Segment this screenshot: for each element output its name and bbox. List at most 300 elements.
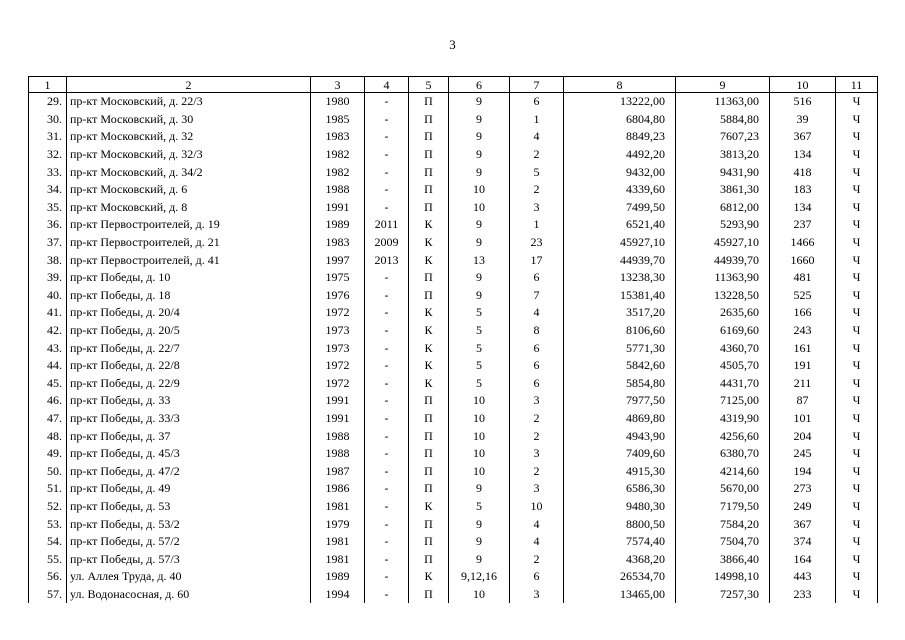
cell-entrances: 23 — [510, 234, 564, 252]
cell-total-area: 44939,70 — [564, 251, 676, 269]
cell-entrances: 3 — [510, 392, 564, 410]
table-row — [29, 216, 878, 234]
cell-category: Ч — [836, 287, 878, 305]
cell-address: пр-кт Победы, д. 49 — [67, 480, 311, 498]
cell-total-area: 13222,00 — [564, 93, 676, 111]
table-row — [29, 498, 878, 516]
cell-address: пр-кт Первостроителей, д. 21 — [67, 234, 311, 252]
cell-floors: 9,12,16 — [449, 568, 510, 586]
cell-total-area: 9480,30 — [564, 498, 676, 516]
cell-year-built: 1988 — [311, 445, 365, 463]
cell-year-built: 1981 — [311, 498, 365, 516]
cell-row-number: 55. — [29, 550, 67, 568]
cell-living-area: 3813,20 — [676, 146, 770, 164]
cell-living-area: 4319,90 — [676, 410, 770, 428]
cell-entrances: 8 — [510, 322, 564, 340]
cell-entrances: 6 — [510, 93, 564, 111]
cell-entrances: 2 — [510, 427, 564, 445]
cell-total-area: 4339,60 — [564, 181, 676, 199]
cell-wall-material: П — [409, 445, 449, 463]
cell-category: Ч — [836, 111, 878, 129]
cell-wall-material: К — [409, 568, 449, 586]
cell-total-area: 4943,90 — [564, 427, 676, 445]
cell-address: пр-кт Победы, д. 20/4 — [67, 304, 311, 322]
cell-year-renovated: - — [365, 146, 409, 164]
table-row — [29, 199, 878, 217]
cell-category: Ч — [836, 392, 878, 410]
cell-floors: 9 — [449, 216, 510, 234]
cell-year-built: 1975 — [311, 269, 365, 287]
cell-entrances: 6 — [510, 375, 564, 393]
cell-living-area: 2635,60 — [676, 304, 770, 322]
cell-wall-material: П — [409, 199, 449, 217]
table-row — [29, 533, 878, 551]
cell-total-area: 8849,23 — [564, 128, 676, 146]
cell-year-built: 1981 — [311, 533, 365, 551]
cell-row-number: 57. — [29, 586, 67, 604]
cell-floors: 9 — [449, 269, 510, 287]
cell-floors: 9 — [449, 515, 510, 533]
cell-wall-material: П — [409, 480, 449, 498]
cell-living-area: 6812,00 — [676, 199, 770, 217]
cell-living-area: 14998,10 — [676, 568, 770, 586]
cell-residents: 87 — [770, 392, 836, 410]
cell-category: Ч — [836, 375, 878, 393]
cell-category: Ч — [836, 427, 878, 445]
cell-year-built: 1989 — [311, 216, 365, 234]
cell-residents: 481 — [770, 269, 836, 287]
cell-entrances: 3 — [510, 586, 564, 604]
cell-entrances: 6 — [510, 357, 564, 375]
cell-row-number: 39. — [29, 269, 67, 287]
cell-address: пр-кт Московский, д. 34/2 — [67, 163, 311, 181]
table-row — [29, 568, 878, 586]
table-row — [29, 462, 878, 480]
cell-total-area: 9432,00 — [564, 163, 676, 181]
cell-total-area: 13238,30 — [564, 269, 676, 287]
cell-row-number: 34. — [29, 181, 67, 199]
cell-floors: 10 — [449, 445, 510, 463]
cell-year-renovated: - — [365, 515, 409, 533]
cell-entrances: 4 — [510, 304, 564, 322]
cell-row-number: 49. — [29, 445, 67, 463]
cell-living-area: 4431,70 — [676, 375, 770, 393]
cell-category: Ч — [836, 234, 878, 252]
cell-wall-material: К — [409, 498, 449, 516]
cell-total-area: 6521,40 — [564, 216, 676, 234]
cell-category: Ч — [836, 251, 878, 269]
cell-address: ул. Водонасосная, д. 60 — [67, 586, 311, 604]
cell-row-number: 51. — [29, 480, 67, 498]
cell-wall-material: П — [409, 111, 449, 129]
cell-living-area: 4256,60 — [676, 427, 770, 445]
column-header: 9 — [676, 77, 770, 93]
cell-year-renovated: - — [365, 568, 409, 586]
cell-year-built: 1972 — [311, 375, 365, 393]
cell-residents: 1466 — [770, 234, 836, 252]
cell-residents: 233 — [770, 586, 836, 604]
cell-address: пр-кт Победы, д. 53 — [67, 498, 311, 516]
table-row — [29, 111, 878, 129]
cell-row-number: 33. — [29, 163, 67, 181]
cell-category: Ч — [836, 462, 878, 480]
cell-year-renovated: - — [365, 445, 409, 463]
cell-row-number: 29. — [29, 93, 67, 111]
cell-category: Ч — [836, 216, 878, 234]
cell-entrances: 5 — [510, 163, 564, 181]
cell-row-number: 53. — [29, 515, 67, 533]
cell-entrances: 2 — [510, 181, 564, 199]
cell-wall-material: П — [409, 269, 449, 287]
cell-residents: 194 — [770, 462, 836, 480]
cell-address: пр-кт Победы, д. 10 — [67, 269, 311, 287]
column-header: 2 — [67, 77, 311, 93]
cell-wall-material: П — [409, 146, 449, 164]
cell-entrances: 3 — [510, 199, 564, 217]
cell-year-renovated: - — [365, 480, 409, 498]
cell-floors: 10 — [449, 586, 510, 604]
cell-living-area: 5293,90 — [676, 216, 770, 234]
cell-total-area: 5842,60 — [564, 357, 676, 375]
cell-residents: 1660 — [770, 251, 836, 269]
cell-floors: 9 — [449, 234, 510, 252]
cell-category: Ч — [836, 128, 878, 146]
cell-category: Ч — [836, 480, 878, 498]
cell-year-built: 1973 — [311, 339, 365, 357]
table-row — [29, 357, 878, 375]
cell-floors: 9 — [449, 128, 510, 146]
cell-living-area: 7607,23 — [676, 128, 770, 146]
cell-row-number: 40. — [29, 287, 67, 305]
cell-wall-material: П — [409, 427, 449, 445]
cell-living-area: 11363,00 — [676, 93, 770, 111]
cell-residents: 164 — [770, 550, 836, 568]
cell-floors: 13 — [449, 251, 510, 269]
cell-wall-material: П — [409, 462, 449, 480]
cell-floors: 9 — [449, 163, 510, 181]
cell-category: Ч — [836, 357, 878, 375]
cell-floors: 5 — [449, 498, 510, 516]
cell-wall-material: П — [409, 586, 449, 604]
housing-register-table — [28, 76, 878, 603]
cell-wall-material: К — [409, 357, 449, 375]
cell-category: Ч — [836, 304, 878, 322]
cell-category: Ч — [836, 181, 878, 199]
cell-year-renovated: - — [365, 304, 409, 322]
cell-year-renovated: - — [365, 498, 409, 516]
cell-residents: 516 — [770, 93, 836, 111]
column-header: 8 — [564, 77, 676, 93]
cell-living-area: 5670,00 — [676, 480, 770, 498]
table-row — [29, 375, 878, 393]
cell-residents: 191 — [770, 357, 836, 375]
cell-row-number: 30. — [29, 111, 67, 129]
column-header: 1 — [29, 77, 67, 93]
cell-year-built: 1976 — [311, 287, 365, 305]
cell-floors: 9 — [449, 533, 510, 551]
cell-residents: 367 — [770, 515, 836, 533]
column-header: 4 — [365, 77, 409, 93]
cell-total-area: 6804,80 — [564, 111, 676, 129]
cell-total-area: 45927,10 — [564, 234, 676, 252]
cell-category: Ч — [836, 322, 878, 340]
cell-year-renovated: - — [365, 462, 409, 480]
cell-row-number: 50. — [29, 462, 67, 480]
cell-year-built: 1983 — [311, 234, 365, 252]
cell-total-area: 8800,50 — [564, 515, 676, 533]
cell-category: Ч — [836, 586, 878, 604]
cell-floors: 10 — [449, 392, 510, 410]
cell-wall-material: П — [409, 392, 449, 410]
cell-address: пр-кт Первостроителей, д. 41 — [67, 251, 311, 269]
cell-address: пр-кт Московский, д. 8 — [67, 199, 311, 217]
cell-wall-material: К — [409, 375, 449, 393]
cell-category: Ч — [836, 550, 878, 568]
cell-row-number: 46. — [29, 392, 67, 410]
cell-floors: 10 — [449, 410, 510, 428]
cell-living-area: 4360,70 — [676, 339, 770, 357]
cell-residents: 161 — [770, 339, 836, 357]
cell-address: пр-кт Победы, д. 20/5 — [67, 322, 311, 340]
cell-entrances: 1 — [510, 216, 564, 234]
table-row — [29, 515, 878, 533]
cell-row-number: 37. — [29, 234, 67, 252]
cell-total-area: 4869,80 — [564, 410, 676, 428]
cell-address: пр-кт Московский, д. 22/3 — [67, 93, 311, 111]
table-row — [29, 304, 878, 322]
cell-entrances: 1 — [510, 111, 564, 129]
cell-row-number: 31. — [29, 128, 67, 146]
cell-living-area: 7584,20 — [676, 515, 770, 533]
cell-floors: 9 — [449, 550, 510, 568]
cell-residents: 101 — [770, 410, 836, 428]
cell-address: пр-кт Победы, д. 22/7 — [67, 339, 311, 357]
cell-year-built: 1980 — [311, 93, 365, 111]
cell-residents: 374 — [770, 533, 836, 551]
cell-row-number: 45. — [29, 375, 67, 393]
cell-row-number: 42. — [29, 322, 67, 340]
cell-year-renovated: - — [365, 269, 409, 287]
cell-year-renovated: - — [365, 357, 409, 375]
cell-residents: 245 — [770, 445, 836, 463]
cell-category: Ч — [836, 339, 878, 357]
table-row — [29, 480, 878, 498]
cell-wall-material: П — [409, 181, 449, 199]
cell-year-built: 1991 — [311, 199, 365, 217]
table-row — [29, 322, 878, 340]
cell-year-renovated: - — [365, 181, 409, 199]
column-header: 5 — [409, 77, 449, 93]
cell-year-renovated: 2011 — [365, 216, 409, 234]
cell-wall-material: П — [409, 410, 449, 428]
cell-living-area: 9431,90 — [676, 163, 770, 181]
table-row — [29, 251, 878, 269]
cell-category: Ч — [836, 498, 878, 516]
cell-address: пр-кт Московский, д. 30 — [67, 111, 311, 129]
cell-year-built: 1989 — [311, 568, 365, 586]
cell-living-area: 7504,70 — [676, 533, 770, 551]
cell-year-built: 1985 — [311, 111, 365, 129]
table-row — [29, 181, 878, 199]
cell-category: Ч — [836, 93, 878, 111]
cell-entrances: 3 — [510, 445, 564, 463]
cell-floors: 9 — [449, 146, 510, 164]
cell-year-renovated: - — [365, 410, 409, 428]
table-row — [29, 339, 878, 357]
cell-entrances: 7 — [510, 287, 564, 305]
cell-living-area: 13228,50 — [676, 287, 770, 305]
table-row — [29, 427, 878, 445]
cell-address: пр-кт Победы, д. 33/3 — [67, 410, 311, 428]
cell-living-area: 3861,30 — [676, 181, 770, 199]
cell-wall-material: П — [409, 550, 449, 568]
cell-address: пр-кт Победы, д. 57/3 — [67, 550, 311, 568]
cell-row-number: 44. — [29, 357, 67, 375]
cell-floors: 9 — [449, 111, 510, 129]
cell-total-area: 5854,80 — [564, 375, 676, 393]
cell-residents: 525 — [770, 287, 836, 305]
cell-wall-material: П — [409, 93, 449, 111]
table-row — [29, 234, 878, 252]
cell-floors: 5 — [449, 357, 510, 375]
cell-living-area: 4214,60 — [676, 462, 770, 480]
cell-year-renovated: - — [365, 322, 409, 340]
cell-residents: 39 — [770, 111, 836, 129]
cell-residents: 243 — [770, 322, 836, 340]
cell-residents: 134 — [770, 199, 836, 217]
cell-category: Ч — [836, 568, 878, 586]
column-header: 10 — [770, 77, 836, 93]
cell-year-renovated: - — [365, 392, 409, 410]
cell-entrances: 6 — [510, 269, 564, 287]
cell-living-area: 45927,10 — [676, 234, 770, 252]
cell-floors: 9 — [449, 480, 510, 498]
column-header: 3 — [311, 77, 365, 93]
column-header: 6 — [449, 77, 510, 93]
table-row — [29, 445, 878, 463]
cell-category: Ч — [836, 269, 878, 287]
cell-residents: 166 — [770, 304, 836, 322]
cell-category: Ч — [836, 199, 878, 217]
table-row — [29, 586, 878, 604]
cell-entrances: 4 — [510, 533, 564, 551]
cell-total-area: 26534,70 — [564, 568, 676, 586]
cell-floors: 10 — [449, 199, 510, 217]
cell-year-built: 1997 — [311, 251, 365, 269]
cell-residents: 134 — [770, 146, 836, 164]
cell-address: пр-кт Победы, д. 18 — [67, 287, 311, 305]
cell-residents: 211 — [770, 375, 836, 393]
cell-year-built: 1983 — [311, 128, 365, 146]
cell-wall-material: К — [409, 234, 449, 252]
cell-year-renovated: - — [365, 128, 409, 146]
cell-address: пр-кт Московский, д. 32 — [67, 128, 311, 146]
cell-category: Ч — [836, 515, 878, 533]
cell-row-number: 52. — [29, 498, 67, 516]
cell-address: пр-кт Московский, д. 32/3 — [67, 146, 311, 164]
cell-year-built: 1973 — [311, 322, 365, 340]
cell-year-built: 1981 — [311, 550, 365, 568]
cell-entrances: 3 — [510, 480, 564, 498]
cell-total-area: 3517,20 — [564, 304, 676, 322]
cell-address: пр-кт Победы, д. 33 — [67, 392, 311, 410]
cell-living-area: 7125,00 — [676, 392, 770, 410]
table-row — [29, 128, 878, 146]
cell-year-renovated: - — [365, 375, 409, 393]
cell-entrances: 6 — [510, 568, 564, 586]
cell-year-renovated: - — [365, 533, 409, 551]
cell-living-area: 11363,90 — [676, 269, 770, 287]
cell-floors: 9 — [449, 287, 510, 305]
cell-address: пр-кт Победы, д. 22/8 — [67, 357, 311, 375]
cell-row-number: 56. — [29, 568, 67, 586]
cell-row-number: 41. — [29, 304, 67, 322]
cell-floors: 5 — [449, 304, 510, 322]
cell-wall-material: П — [409, 515, 449, 533]
cell-year-built: 1988 — [311, 181, 365, 199]
cell-residents: 249 — [770, 498, 836, 516]
cell-living-area: 3866,40 — [676, 550, 770, 568]
cell-year-renovated: - — [365, 550, 409, 568]
cell-year-built: 1987 — [311, 462, 365, 480]
page-number: 3 — [449, 37, 456, 52]
cell-category: Ч — [836, 146, 878, 164]
cell-row-number: 32. — [29, 146, 67, 164]
cell-year-built: 1972 — [311, 304, 365, 322]
cell-total-area: 4368,20 — [564, 550, 676, 568]
cell-wall-material: П — [409, 163, 449, 181]
cell-year-built: 1991 — [311, 392, 365, 410]
cell-living-area: 6169,60 — [676, 322, 770, 340]
cell-year-renovated: - — [365, 586, 409, 604]
cell-total-area: 7574,40 — [564, 533, 676, 551]
cell-floors: 10 — [449, 427, 510, 445]
cell-total-area: 7977,50 — [564, 392, 676, 410]
cell-total-area: 4915,30 — [564, 462, 676, 480]
cell-entrances: 2 — [510, 146, 564, 164]
table-row — [29, 163, 878, 181]
column-header: 7 — [510, 77, 564, 93]
cell-year-renovated: - — [365, 427, 409, 445]
cell-living-area: 44939,70 — [676, 251, 770, 269]
table-row — [29, 392, 878, 410]
cell-entrances: 2 — [510, 550, 564, 568]
cell-floors: 5 — [449, 322, 510, 340]
cell-wall-material: П — [409, 128, 449, 146]
cell-year-renovated: - — [365, 93, 409, 111]
cell-year-built: 1982 — [311, 163, 365, 181]
cell-wall-material: П — [409, 287, 449, 305]
cell-entrances: 6 — [510, 339, 564, 357]
table-row — [29, 269, 878, 287]
cell-row-number: 54. — [29, 533, 67, 551]
cell-year-built: 1982 — [311, 146, 365, 164]
cell-row-number: 36. — [29, 216, 67, 234]
cell-living-area: 7257,30 — [676, 586, 770, 604]
cell-row-number: 43. — [29, 339, 67, 357]
cell-address: ул. Аллея Труда, д. 40 — [67, 568, 311, 586]
cell-row-number: 38. — [29, 251, 67, 269]
cell-entrances: 2 — [510, 462, 564, 480]
cell-year-renovated: - — [365, 163, 409, 181]
cell-address: пр-кт Московский, д. 6 — [67, 181, 311, 199]
cell-entrances: 17 — [510, 251, 564, 269]
cell-wall-material: К — [409, 216, 449, 234]
cell-year-built: 1972 — [311, 357, 365, 375]
cell-year-built: 1979 — [311, 515, 365, 533]
cell-year-renovated: - — [365, 111, 409, 129]
cell-residents: 418 — [770, 163, 836, 181]
